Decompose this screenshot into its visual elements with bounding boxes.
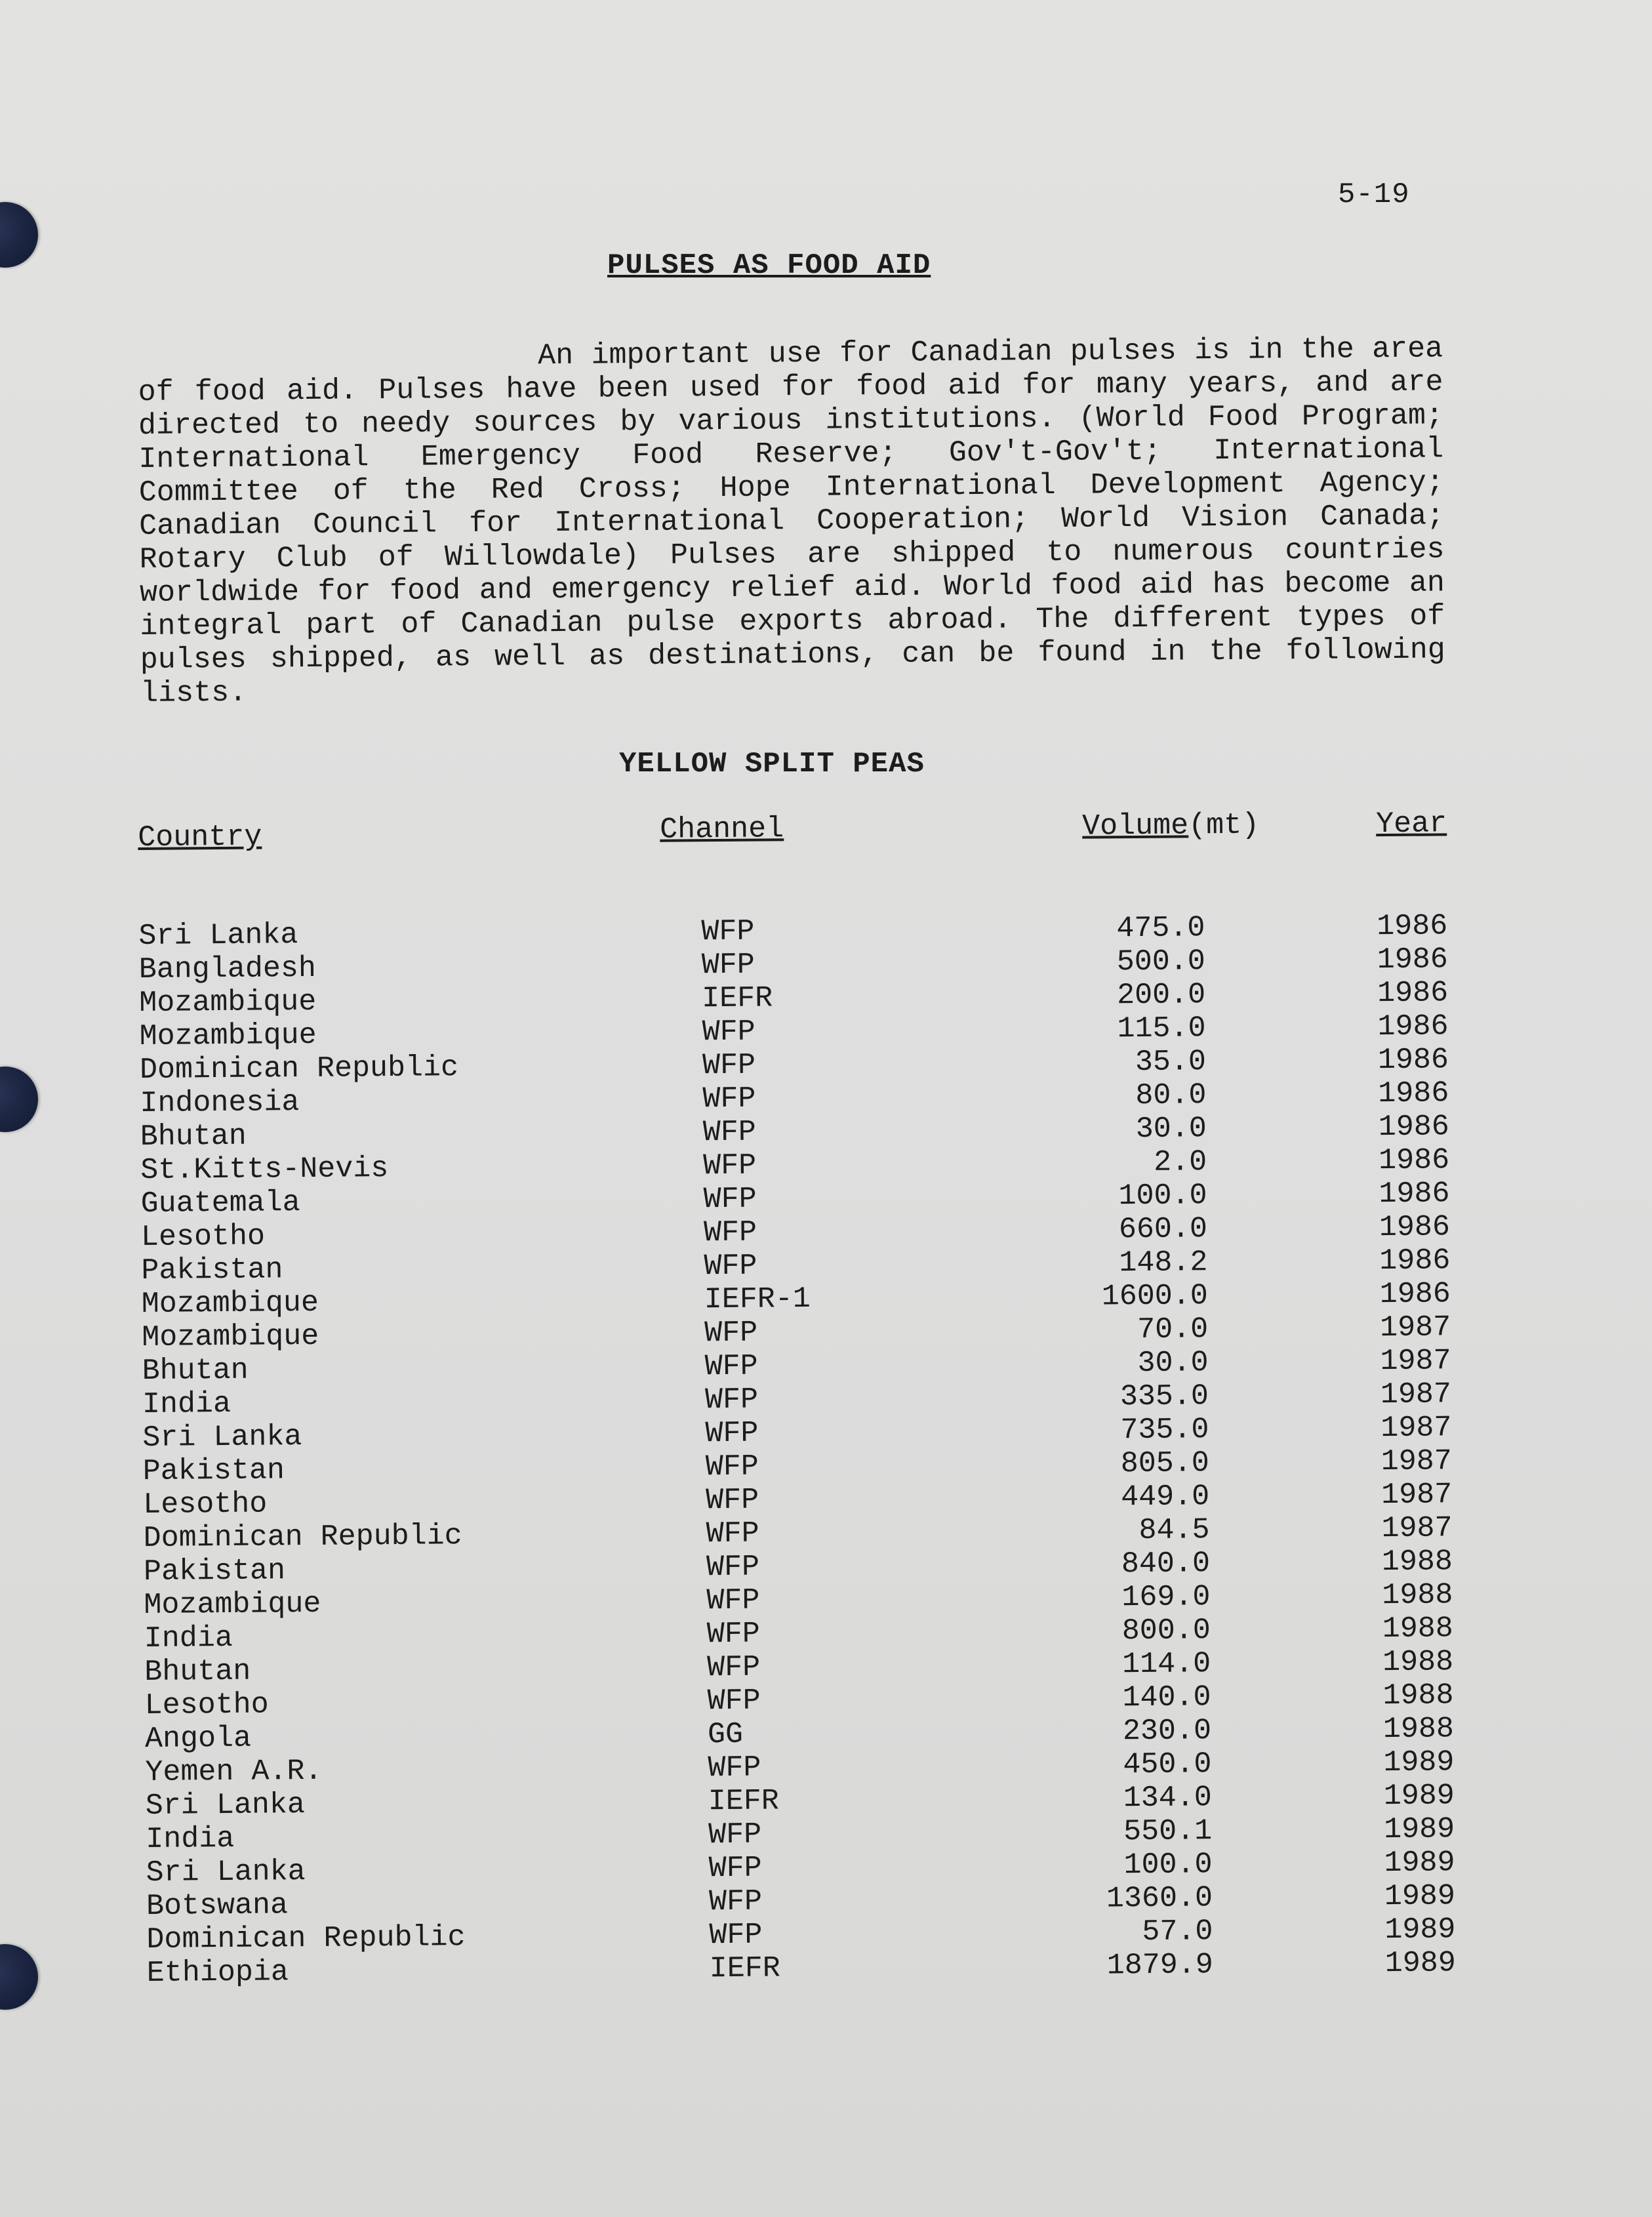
cell-country: Lesotho <box>140 1219 266 1254</box>
binder-hole-bottom <box>0 1944 38 2010</box>
cell-country: Bhutan <box>144 1654 251 1689</box>
cell-volume: 30.0 <box>1137 1346 1209 1381</box>
cell-country: Ethiopia <box>146 1955 289 1990</box>
cell-year: 1989 <box>1383 1779 1455 1814</box>
cell-country: Lesotho <box>144 1688 269 1722</box>
cell-channel: WFP <box>706 1583 760 1618</box>
cell-channel: WFP <box>709 1918 763 1953</box>
cell-channel: WFP <box>703 1182 757 1217</box>
cell-year: 1987 <box>1380 1411 1452 1446</box>
cell-country: Mozambique <box>144 1587 321 1622</box>
cell-year: 1986 <box>1377 976 1449 1011</box>
cell-country: Guatemala <box>140 1186 300 1221</box>
cell-volume: 550.1 <box>1123 1814 1213 1849</box>
cell-volume: 84.5 <box>1138 1513 1210 1548</box>
cell-country: Dominican Republic <box>139 1051 459 1087</box>
cell-year: 1986 <box>1378 1076 1449 1111</box>
cell-volume: 335.0 <box>1119 1379 1209 1414</box>
cell-year: 1987 <box>1380 1478 1453 1513</box>
cell-country: Angola <box>144 1721 252 1756</box>
cell-channel: WFP <box>707 1684 761 1719</box>
cell-channel: IEFR <box>709 1951 781 1986</box>
cell-country: Lesotho <box>143 1487 268 1522</box>
cell-country: Indonesia <box>140 1086 300 1120</box>
cell-volume: 114.0 <box>1121 1647 1211 1682</box>
cell-volume: 2.0 <box>1153 1145 1207 1179</box>
cell-volume: 230.0 <box>1122 1714 1212 1749</box>
cell-volume: 800.0 <box>1121 1614 1211 1648</box>
cell-country: India <box>142 1387 232 1421</box>
table-body <box>138 909 1456 1990</box>
cell-country: India <box>146 1821 235 1856</box>
header-channel: Channel <box>659 812 784 847</box>
cell-volume: 805.0 <box>1120 1446 1209 1481</box>
cell-channel: IEFR-1 <box>704 1282 811 1317</box>
cell-country: St.Kitts-Nevis <box>140 1152 389 1187</box>
cell-volume: 134.0 <box>1123 1781 1212 1816</box>
cell-country: Mozambique <box>139 1018 317 1053</box>
cell-volume: 70.0 <box>1137 1312 1209 1347</box>
cell-year: 1986 <box>1378 1143 1450 1178</box>
cell-volume: 500.0 <box>1116 945 1205 979</box>
binder-hole-middle <box>0 1067 38 1132</box>
cell-volume: 660.0 <box>1118 1212 1208 1247</box>
cell-volume: 169.0 <box>1121 1580 1211 1615</box>
cell-channel: WFP <box>708 1884 763 1919</box>
cell-year: 1988 <box>1382 1645 1454 1680</box>
cell-country: Yemen A.R. <box>145 1754 323 1789</box>
cell-country: Botswana <box>146 1888 289 1923</box>
binder-hole-top <box>0 202 38 268</box>
cell-volume: 1360.0 <box>1106 1881 1213 1916</box>
cell-year: 1986 <box>1379 1244 1451 1278</box>
cell-channel: GG <box>707 1717 744 1752</box>
cell-channel: WFP <box>705 1450 759 1484</box>
header-volume-unit: (mt) <box>1188 808 1260 843</box>
cell-channel: WFP <box>703 1215 757 1250</box>
cell-year: 1989 <box>1384 1879 1456 1914</box>
cell-year: 1986 <box>1377 943 1448 977</box>
cell-country: Bhutan <box>140 1119 247 1154</box>
cell-volume: 35.0 <box>1135 1045 1207 1080</box>
cell-volume: 840.0 <box>1121 1547 1211 1581</box>
cell-channel: IEFR <box>701 981 773 1016</box>
cell-year: 1986 <box>1379 1177 1450 1211</box>
cell-volume: 200.0 <box>1116 978 1206 1013</box>
cell-country: Sri Lanka <box>146 1855 306 1890</box>
cell-year: 1986 <box>1377 1043 1449 1078</box>
cell-channel: WFP <box>701 914 755 949</box>
cell-channel: WFP <box>702 1115 757 1150</box>
cell-year: 1988 <box>1382 1678 1454 1713</box>
cell-volume: 115.0 <box>1117 1011 1206 1046</box>
cell-volume: 450.0 <box>1123 1747 1212 1782</box>
cell-year: 1986 <box>1379 1277 1451 1312</box>
cell-channel: WFP <box>708 1751 761 1785</box>
cell-country: Dominican Republic <box>143 1519 462 1555</box>
cell-channel: IEFR <box>708 1784 780 1819</box>
cell-volume: 1600.0 <box>1101 1279 1208 1314</box>
cell-channel: WFP <box>704 1349 758 1384</box>
cell-year: 1988 <box>1382 1578 1453 1613</box>
cell-year: 1986 <box>1377 1009 1449 1044</box>
cell-channel: WFP <box>702 1015 755 1049</box>
cell-year: 1989 <box>1384 1946 1456 1981</box>
food-aid-table <box>138 807 1456 1990</box>
cell-country: Sri Lanka <box>142 1420 302 1455</box>
cell-channel: WFP <box>708 1818 762 1852</box>
header-year: Year <box>1375 807 1447 842</box>
cell-country: India <box>144 1621 233 1656</box>
header-volume <box>1082 809 1259 844</box>
cell-country: Bhutan <box>142 1353 249 1388</box>
cell-volume: 475.0 <box>1116 911 1205 946</box>
cell-volume: 449.0 <box>1120 1480 1210 1515</box>
cell-year: 1987 <box>1380 1444 1452 1479</box>
cell-channel: WFP <box>707 1650 761 1685</box>
cell-channel: WFP <box>701 948 755 983</box>
cell-volume: 100.0 <box>1123 1848 1213 1882</box>
cell-year: 1987 <box>1381 1511 1453 1546</box>
cell-year: 1986 <box>1378 1110 1449 1145</box>
cell-year: 1987 <box>1380 1377 1452 1412</box>
cell-channel: WFP <box>706 1550 760 1585</box>
page-title: PULSES AS FOOD AID <box>607 249 931 282</box>
cell-volume: 100.0 <box>1118 1179 1207 1213</box>
cell-country: Pakistan <box>141 1253 283 1288</box>
cell-channel: WFP <box>705 1416 759 1451</box>
cell-country: Mozambique <box>142 1319 319 1354</box>
cell-country: Sri Lanka <box>145 1788 306 1823</box>
cell-volume: 148.2 <box>1119 1246 1208 1280</box>
cell-channel: WFP <box>703 1149 757 1183</box>
cell-channel: WFP <box>704 1383 759 1417</box>
cell-channel: WFP <box>706 1516 759 1551</box>
cell-year: 1986 <box>1377 909 1448 944</box>
cell-year: 1988 <box>1382 1712 1455 1747</box>
table-title: YELLOW SPLIT PEAS <box>619 748 925 781</box>
cell-volume: 80.0 <box>1135 1078 1207 1113</box>
cell-year: 1989 <box>1384 1913 1456 1947</box>
cell-volume: 735.0 <box>1120 1413 1209 1448</box>
cell-volume: 1879.9 <box>1106 1948 1213 1983</box>
cell-year: 1989 <box>1384 1846 1455 1881</box>
cell-year: 1988 <box>1381 1545 1453 1579</box>
cell-channel: WFP <box>704 1249 757 1284</box>
cell-year: 1989 <box>1383 1745 1455 1780</box>
cell-country: Mozambique <box>141 1286 319 1321</box>
cell-channel: WFP <box>702 1048 756 1083</box>
cell-volume: 30.0 <box>1135 1112 1207 1147</box>
cell-volume: 140.0 <box>1122 1680 1211 1715</box>
cell-channel: WFP <box>706 1617 761 1652</box>
cell-country: Bangladesh <box>138 951 317 986</box>
cell-year: 1989 <box>1383 1812 1455 1847</box>
cell-country: Mozambique <box>139 985 317 1020</box>
cell-country: Pakistan <box>143 1554 286 1589</box>
cell-country: Sri Lanka <box>138 918 298 953</box>
header-country: Country <box>138 820 262 855</box>
cell-volume: 57.0 <box>1142 1915 1213 1949</box>
cell-channel: WFP <box>706 1483 759 1518</box>
cell-year: 1987 <box>1379 1311 1451 1345</box>
cell-channel: WFP <box>704 1316 758 1351</box>
cell-channel: WFP <box>702 1082 756 1116</box>
cell-country: Dominican Republic <box>146 1921 466 1957</box>
cell-year: 1986 <box>1379 1210 1451 1245</box>
cell-year: 1987 <box>1380 1344 1451 1379</box>
cell-year: 1988 <box>1382 1612 1453 1646</box>
intro-paragraph: An important use for Canadian pulses is in the area of food aid. Pulses have been used for food aid for many years, and are directed to needy sources by various institutions. (World Food Program; International Emergency Food Reserve; Gov't-Gov't; International Committee of the Red Cross; Hope International Development Agency; Canadian Council for International Cooperation; World Vision Canada; Rotary Club of Willowdale) Pulses are shipped to numerous countries worldwide for food and emergency relief aid. World food aid has become an integral part of Canadian pulse exports abroad. The different types of pulses shipped, as well as destinations, can be found in the following lists. <box>138 332 1445 710</box>
cell-channel: WFP <box>708 1851 762 1886</box>
cell-country: Pakistan <box>142 1454 285 1488</box>
page-number: 5-19 <box>1338 178 1410 211</box>
header-volume-label: Volume <box>1081 809 1189 844</box>
